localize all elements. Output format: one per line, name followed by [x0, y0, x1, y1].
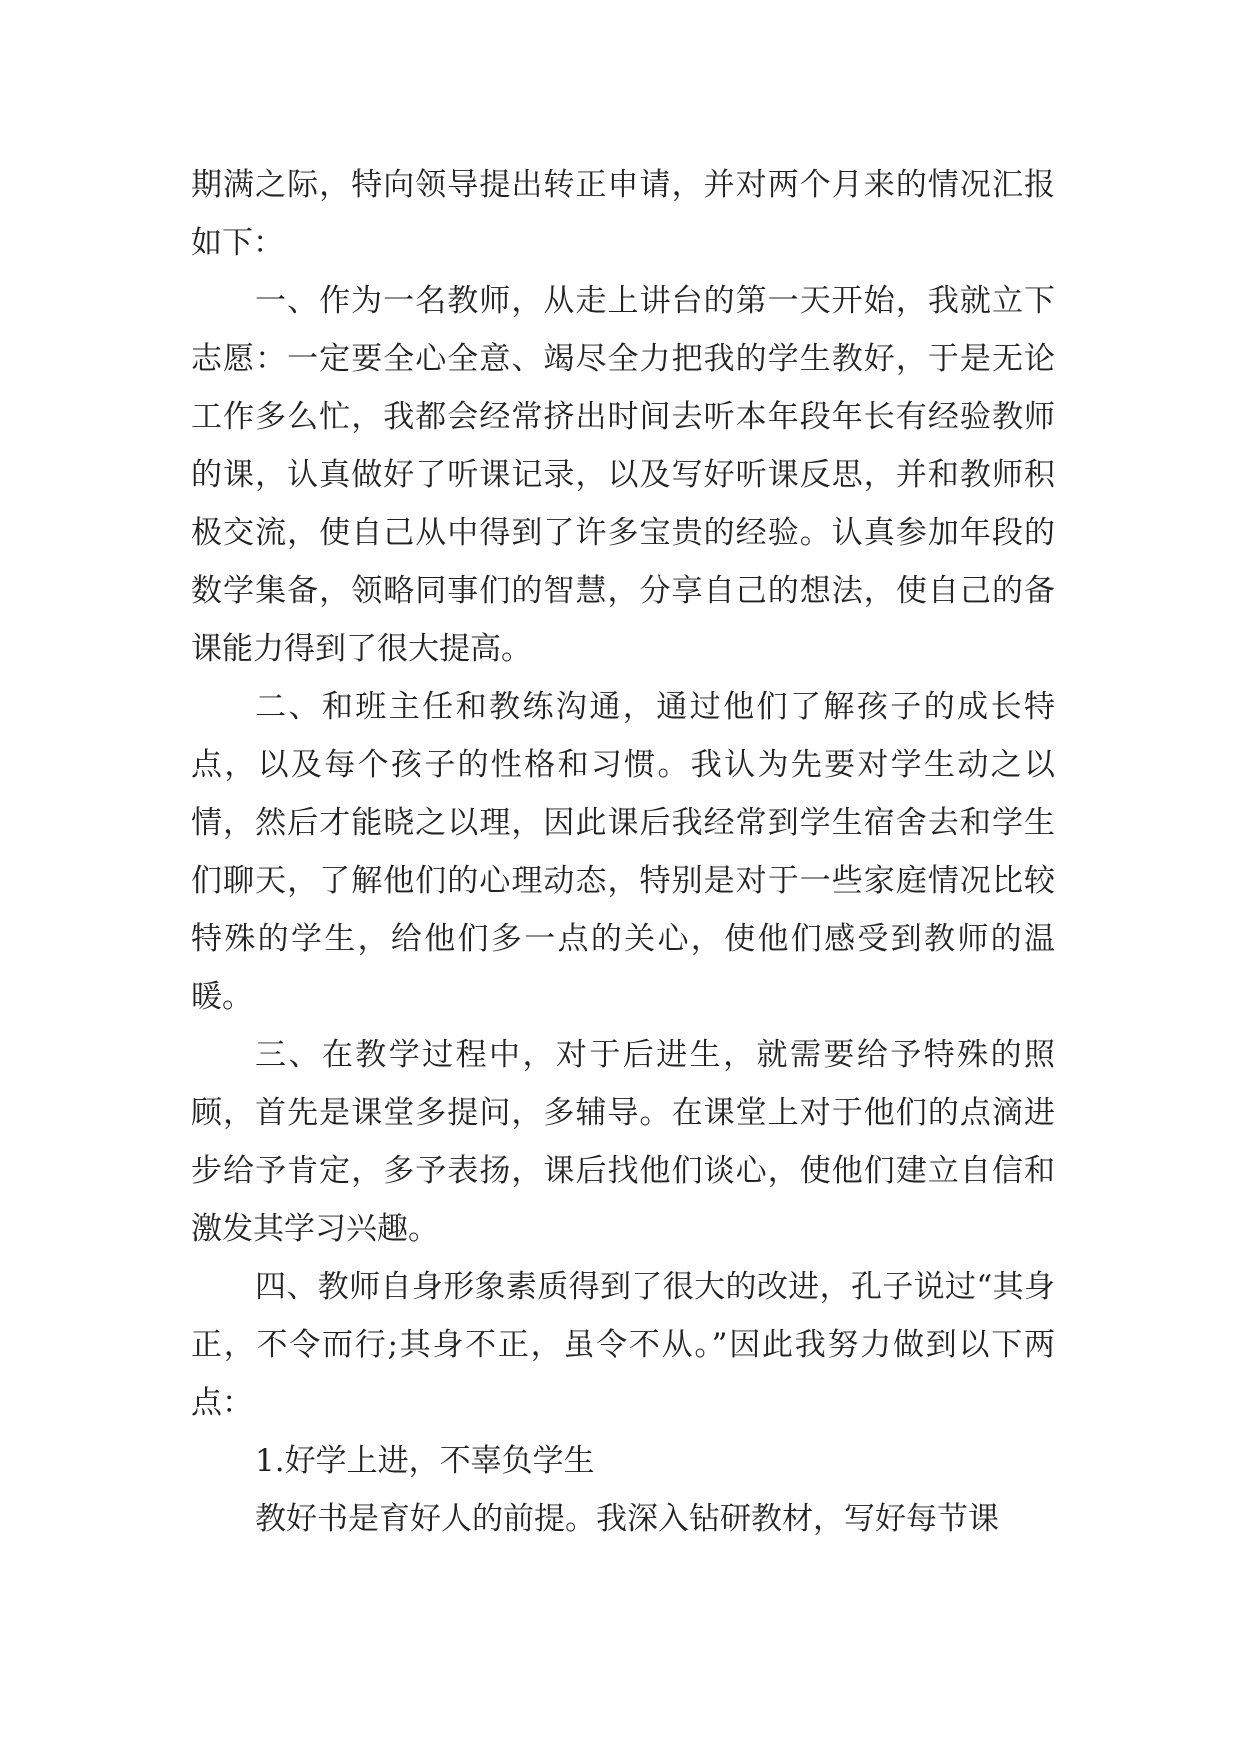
- paragraph-item-one-body: 教好书是育好人的前提。我深入钻研教材，写好每节课: [255, 1501, 999, 1537]
- paragraph-point-two: 二、和班主任和教练沟通，通过他们了解孩子的成长特点，以及每个孩子的性格和习惯。我认为先要对学生动之以情，然后才能晓之以理，因此课后我经常到学生宿舍去和学生们聊天，了解他们的心理动态，特别是对于一些家庭情况比较特殊的学生，给他们多一点的关心，使他们感受到教师的温暖。: [191, 689, 1055, 1015]
- subheading-item-one: 1.好学上进，不辜负学生: [255, 1443, 595, 1479]
- paragraph-point-one: 一、作为一名教师，从走上讲台的第一天开始，我就立下志愿：一定要全心全意、竭尽全力把我的学生教好，于是无论工作多么忙，我都会经常挤出时间去听本年段年长有经验教师的课，认真做好了听课记录，以及写好听课反思，并和教师积极交流，使自己从中得到了许多宝贵的经验。认真参加年段的数学集备，领略同事们的智慧，分享自己的想法，使自己的备课能力得到了很大提高。: [191, 283, 1055, 667]
- document-body: [191, 156, 1055, 1548]
- paragraph-continuation: 期满之际，特向领导提出转正申请，并对两个月来的情况汇报如下：: [191, 167, 1055, 261]
- paragraph-point-four: 四、教师自身形象素质得到了很大的改进，孔子说过“其身正，不令而行;其身不正，虽令不从。”因此我努力做到以下两点：: [191, 1269, 1055, 1421]
- paragraph-point-three: 三、在教学过程中，对于后进生，就需要给予特殊的照顾，首先是课堂多提问，多辅导。在课堂上对于他们的点滴进步给予肯定，多予表扬，课后找他们谈心，使他们建立自信和激发其学习兴趣。: [191, 1037, 1055, 1247]
